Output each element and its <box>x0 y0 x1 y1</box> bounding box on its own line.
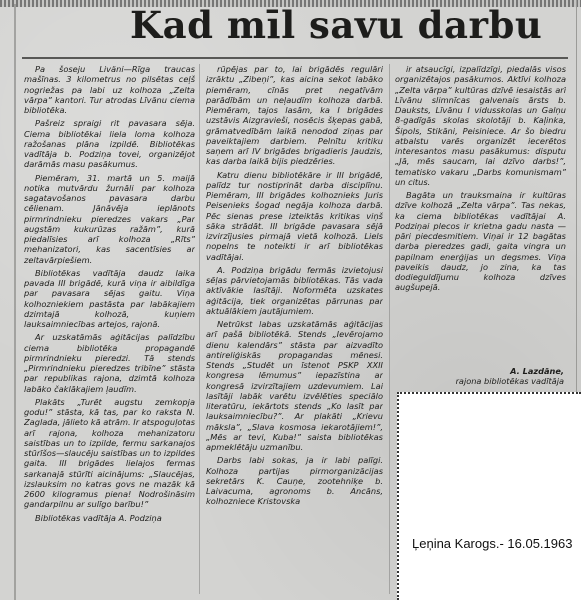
article-paragraph: Pašreiz spraigi rit pavasara sēja. Ciema bibliotēkai liela loma kolhoza ražošanas plāna izpildē. Bibliotēkas vadītāja b. Podziņa tovei, organizējot darāmās masu pasākumus. <box>24 118 195 170</box>
article-column-2 <box>206 64 383 593</box>
article-paragraph: Bibliotēkas vadītāja A. Podziņa <box>35 512 162 523</box>
article-paragraph: Plakāts „Turēt augstu zemkopja godu!” stāsta, kā tas, par ko raksta N. Zaglada, jālieto kā atrām. Ir atspoguļotas arī rajona, kolhoza mehanizatoru saistības un to izpilde, fermu sarkanajos stūrīšos—slaucēju saistības un to izpildes gaita. III brigādes lielajos fermas sarkanajā stūrīti aicinājums: „Slaucējas, izslauksim no katras govs ne mazāk kā 2600 kilogramus piena! Nodrošināsim gandarpilnu ar sulīgo barību!” <box>24 396 195 510</box>
headline-divider <box>22 57 568 59</box>
article-paragraph: Katru dienu bibliotēkāre ir III brigādē, palīdz tur nostiprināt darba disciplīnu. Piemēram, III brigādes kolhoznieks Juris Peisenieks šogad negāja kolhoza darbā. Pēc sienas prese izteiktās kritikas viņš sāka strādāt. III brigāde pavasara sējā izvirzījusies pirmajā vietā kolhozā. Liels nopelns te noteikti ir arī bibliotēkas vadītājai. <box>206 169 383 262</box>
article-headline: Kad mīl savu darbu <box>130 3 543 47</box>
left-border-rule <box>14 4 16 600</box>
author-role: rajona bibliotēkas vadītāja <box>455 376 564 386</box>
article-paragraph: Bagāta un trauksmaina ir kultūras dzīve kolhozā „Zelta vārpa”. Tas nekas, ka ciema bibliotēkas vadītājai A. Podziņai plecos ir krietna gadu nasta — pāri piecdesmitiem. Viņai ir 12 bagātas darba pieredzes gadi, gaita vingra un papilnam enerģijas un degsmes. Viņa paveikis daudz, jo zina, ka tas dodieguldījumu kolhoza dzīves augšupejā. <box>395 190 566 293</box>
article-column-3 <box>395 64 566 364</box>
article-paragraph: Pa šoseju Liväni—Rīga traucas mašīnas. 3 kilometrus no pilsētas ceļš nogriežas pa labi uz kolhoza „Zelta vārpa” kantori. Tur atrodas Līvānu ciema bibliotēka. <box>24 64 195 115</box>
article-paragraph: rūpējas par to, lai brigādēs regulāri izrāktu „Zibeņi”, kas aicina sekot labāko piemēram, cīnās pret negatīvām parādībām un neļaudīm kolhoza darbā. Piemēram, tajos lasām, ka I brigādes uzstāvis Aizgravieši, nosēcis šķepas gabā, grāmatvedībām laikā nenodod ziņas par paveiktajiem darbiem. Pelnītu kritiku saņem arī IV brigādes brigadieris Jaudzis, kas darba laikā bijis piedzēries. <box>206 64 383 167</box>
article-paragraph: ir atsaucīgi, izpalīdzīgi, piedalās visos organizētajos pasākumos. Aktīvi kolhoza „Zelta vārpa” kultūras dzīvē iesaistās arī Līvānu slimnīcas galvenais ārsts b. Dauksts, Līvānu I vidusskolas un Galņu 8-gadīgās skolas skolotāji b. Kaļinka, Šipols, Stikāni, Peisiniece. Ar šo biedru atbalstu varēs organizēt iecerētos interesantos masu pasākumus: disputu „Jā, mēs saucam, lai dzīvo darbs!”, tematisko vakaru „Darbs komunismam” un citus. <box>395 64 566 187</box>
source-caption: Ļeņina Karogs.- 16.05.1963 <box>412 536 573 551</box>
column-divider <box>389 64 390 594</box>
article-paragraph: Bibliotēkas vadītāja daudz laika pavada III brigādē, kurā viņa ir aibildīga par pavasara sējas gaitu. Viņa kolhozniekiem pastāsta par labākajiem dzimtajā kolhozā, kuņiem lauksaimniecības artejos, rajonā. <box>24 267 195 329</box>
column-divider <box>199 64 200 594</box>
article-paragraph: A. Podziņa brigādu fermās izvietojusi sēļas pārvietojamās bibliotēkas. Tās vada aktīvākie lasītāji. Noformēta uzskates aģitācija, tiek organizētas pārrunas par aktuālākiem jautājumiem. <box>206 264 383 316</box>
article-signature <box>404 366 564 386</box>
article-paragraph: Netrūkst labas uzskatāmās aģitācijas arī pašā bibliotēkā. Stends „Ievērojamo dienu kalendārs” stāsta par aizvadīto antireliģiskās propagandas mēnesi. Stends „Studēt un īstenot PSKP XXII kongresa lēmumus” iepazīstina ar kongresā izvirzītajiem uzdevumiem. Lai lasītāji labāk varētu izvēlēties speciālo literatūru, iekārtots stends „Ko lasīt par lauksaimniecību?”. Ar plakāti „Krievu māksla”, „Slava kosmosa iekarotājiem!”, „Mēs ar tevi, Kuba!” saista bibliotēkas apmeklētāju uzmanību. <box>206 319 383 452</box>
author-name: A. Lazdāne, <box>510 366 564 376</box>
source-caption-box <box>397 392 581 600</box>
article-paragraph: Ar uzskatāmās aģitācijas palīdzību ciema bibliotēka propagandē pirmrindnieku pieredzi. Tā stends „Pirmrindnieku pieredzes tribīne” stāsta par republikas rajona, dzimtā kolhoza labāko čaklākajiem ļaudīm. <box>24 332 195 394</box>
article-paragraph: Darbs labi sokas, ja ir labi palīgi. Kolhoza partijas pirmorganizācijas sekretārs K. Cauņe, zootehniķe b. Laivacuma, agronoms b. Ancāns, kolhozniece Kristovska <box>206 455 383 507</box>
article-column-1 <box>24 64 195 593</box>
article-paragraph: Piemēram, 31. martā un 5. maijā notika mutvārdu žurnāli par kolhoza sagatavošanos pavasara darbu cēlienam. Jānāvēja ieplānots pirmrindnieku pieredzes vakars „Par augstām kukurūzas ražām”, kurā piedalīsies arī kolhoza „Rīts” mehanizatori, kas sacentīsies ar zeltavārpiešiem. <box>24 172 195 265</box>
